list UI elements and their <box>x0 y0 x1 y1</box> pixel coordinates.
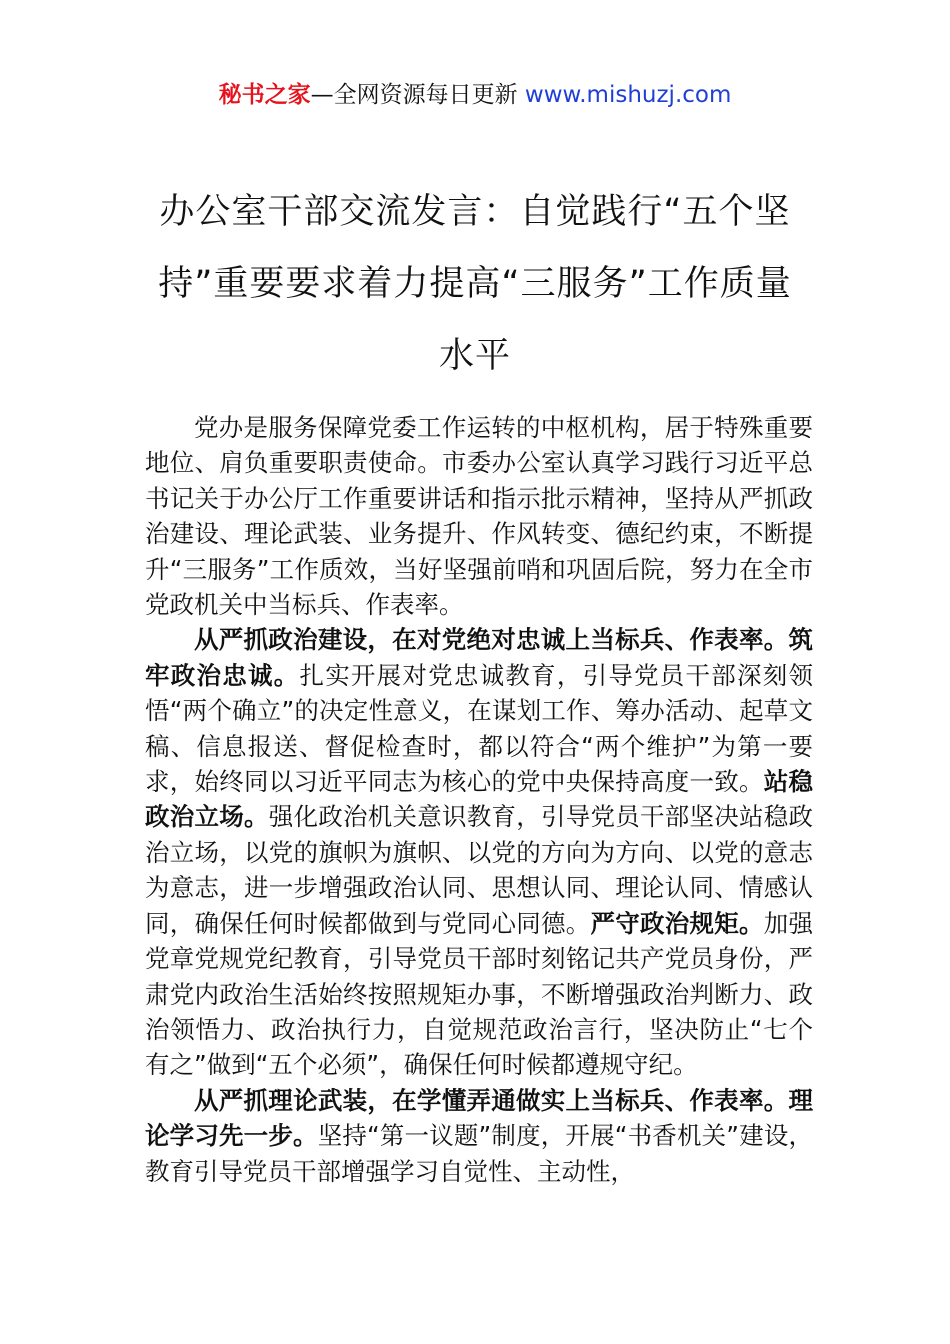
document-body <box>145 410 813 1189</box>
paragraph-text: 党办是服务保障党委工作运转的中枢机构，居于特殊重要地位、肩负重要职责使命。市委办公室认真学习践行习近平总书记关于办公厅工作重要讲话和指示批示精神，坚持从严抓政治建设、理论武装、业务提升、作风转变、德纪约束，不断提升“三服务”工作质效，当好坚强前哨和巩固后院，努力在全市党政机关中当标兵、作表率。 <box>145 413 813 620</box>
paragraph-text: 扎实开展对党忠诚教育，引导党员干部深刻领悟“两个确立”的决定性意义，在谋划工作、筹办活动、起草文稿、信息报送、督促检查时，都以符合“两个维护”为第一要求，始终同以习近平同志为核心的党中央保持高度一致。 <box>145 660 814 797</box>
site-brand: 秘书之家 <box>218 82 311 108</box>
paragraph-text: 坚持“第一议题”制度，开展“书香机关”建设，教育引导党员干部增强学习自觉性、主动性， <box>145 1121 813 1186</box>
site-header <box>0 78 950 112</box>
document-title: 办公室干部交流发言：自觉践行“五个坚持”重要要求着力提高“三服务”工作质量水平 <box>158 192 792 376</box>
site-tagline: —全网资源每日更新 <box>310 82 525 108</box>
subsection-heading: 严守政治规矩。 <box>590 908 764 938</box>
paragraph-text: 强化政治机关意识教育，引导党员干部坚决站稳政治立场，以党的旗帜为旗帜、以党的方向为方向、以党的意志为意志，进一步增强政治认同、思想认同、理论认同、情感认同，确保任何时候都做到与党同心同德。 <box>145 802 813 938</box>
body-paragraph <box>145 622 813 1082</box>
body-paragraph <box>145 410 813 622</box>
subsection-heading: 站稳政治立场。 <box>145 767 813 832</box>
paragraph-text: 加强党章党规党纪教育，引导党员干部时刻铭记共产党员身份，严肃党内政治生活始终按照规矩办事，不断增强政治判断力、政治领悟力、政治执行力，自觉规范政治言行，坚决防止“七个有之”做到“五个必须”，确保任何时候都遵规守纪。 <box>145 908 813 1080</box>
site-url-link[interactable]: www.mishuzj.com <box>524 82 732 108</box>
section-heading: 从严抓政治建设，在对党绝对忠诚上当标兵、作表率。筑牢政治忠诚。 <box>145 625 813 690</box>
body-paragraph <box>145 1083 813 1189</box>
section-heading: 从严抓理论武装，在学懂弄通做实上当标兵、作表率。理论学习先一步。 <box>145 1085 813 1151</box>
